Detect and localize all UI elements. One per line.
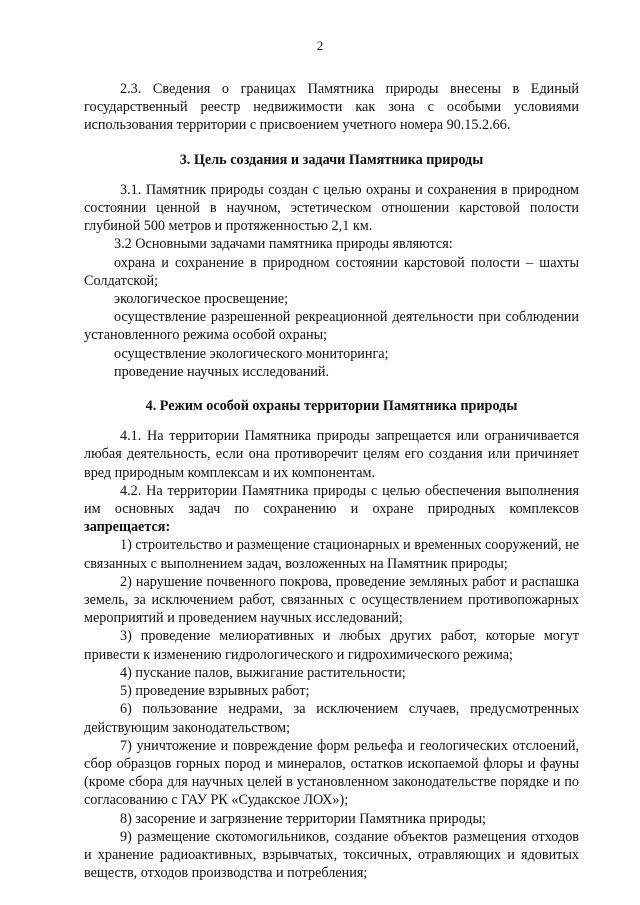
prohibition-item: 8) засорение и загрязнение территории Памятника природы; [120, 810, 486, 827]
paragraph-4-1: 4.1. На территории Памятника природы запрещается или ограничивается любая деятельность, если она противоречит целям его создания или причиняет вред природным комплексам и их компонентам. [84, 428, 579, 481]
prohibition-item: 6) пользование недрами, за исключением случаев, предусмотренных действующим законодательством; [84, 701, 579, 736]
prohibition-item: 4) пускание палов, выжигание растительности; [120, 664, 406, 681]
paragraph-3-1: 3.1. Памятник природы создан с целью охраны и сохранения в природном состоянии ценной в научном, эстетическом отношении карстовой полости глубиной 500 метров и протяженностью 2,1 км. [84, 181, 579, 235]
prohibition-item: 9) размещение скотомогильников, создание объектов размещения отходов и хранение радиоактивных, взрывчатых, токсичных, отравляющих и ядовитых веществ, отходов производства и потребления; [84, 828, 579, 882]
prohibited-label: запрещается: [84, 519, 171, 536]
task-item: экологическое просвещение; [114, 291, 289, 308]
prohibition-item: 3) проведение мелиоративных и любых других работ, которые могут привести к изменению гидрологического и гидрохимического режима; [84, 628, 579, 663]
task-item: осуществление разрешенной рекреационной деятельности при соблюдении установленного режима особой охраны; [84, 309, 579, 344]
task-item: осуществление экологического мониторинга; [114, 345, 389, 362]
prohibition-item: 5) проведение взрывных работ; [120, 683, 310, 700]
task-item: проведение научных исследований. [114, 363, 330, 380]
paragraph-3-2: 3.2 Основными задачами памятника природы являются: [114, 236, 453, 253]
section-4-heading: 4. Режим особой охраны территории Памятника природы [145, 398, 518, 415]
prohibition-item: 7) уничтожение и повреждение форм рельефа и геологических отслоений, сбор образцов горных пород и минералов, остатков ископаемой флоры и фауны (кроме сбора для научных целей в установленном законодательстве порядке и по согласованию с ГАУ РК «Судакское ЛОХ»); [84, 737, 579, 809]
paragraph-4-2 [84, 482, 579, 537]
paragraph-2-3: 2.3. Сведения о границах Памятника природы внесены в Единый государственный реестр недвижимости как зона с особыми условиями использования территории с присвоением учетного номера 90.15.2.66. [84, 81, 579, 134]
document-body [84, 80, 579, 882]
paragraph-4-2-text: 4.2. На территории Памятника природы с целью обеспечения выполнения им основных задач по сохранению и охране природных комплексов [84, 482, 579, 518]
task-item: охрана и сохранение в природном состоянии карстовой полости – шахты Солдатской; [84, 254, 579, 289]
prohibition-item: 2) нарушение почвенного покрова, проведение земляных работ и распашка земель, за исключением работ, связанных с осуществлением противопожарных мероприятий и проведением научных исследований; [84, 573, 579, 627]
section-3-heading: 3. Цель создания и задачи Памятника природы [179, 151, 484, 168]
prohibition-item: 1) строительство и размещение стационарных и временных сооружений, не связанных с выполнением задач, возложенных на Памятник природы; [84, 537, 579, 572]
page-number: 2 [316, 38, 324, 53]
